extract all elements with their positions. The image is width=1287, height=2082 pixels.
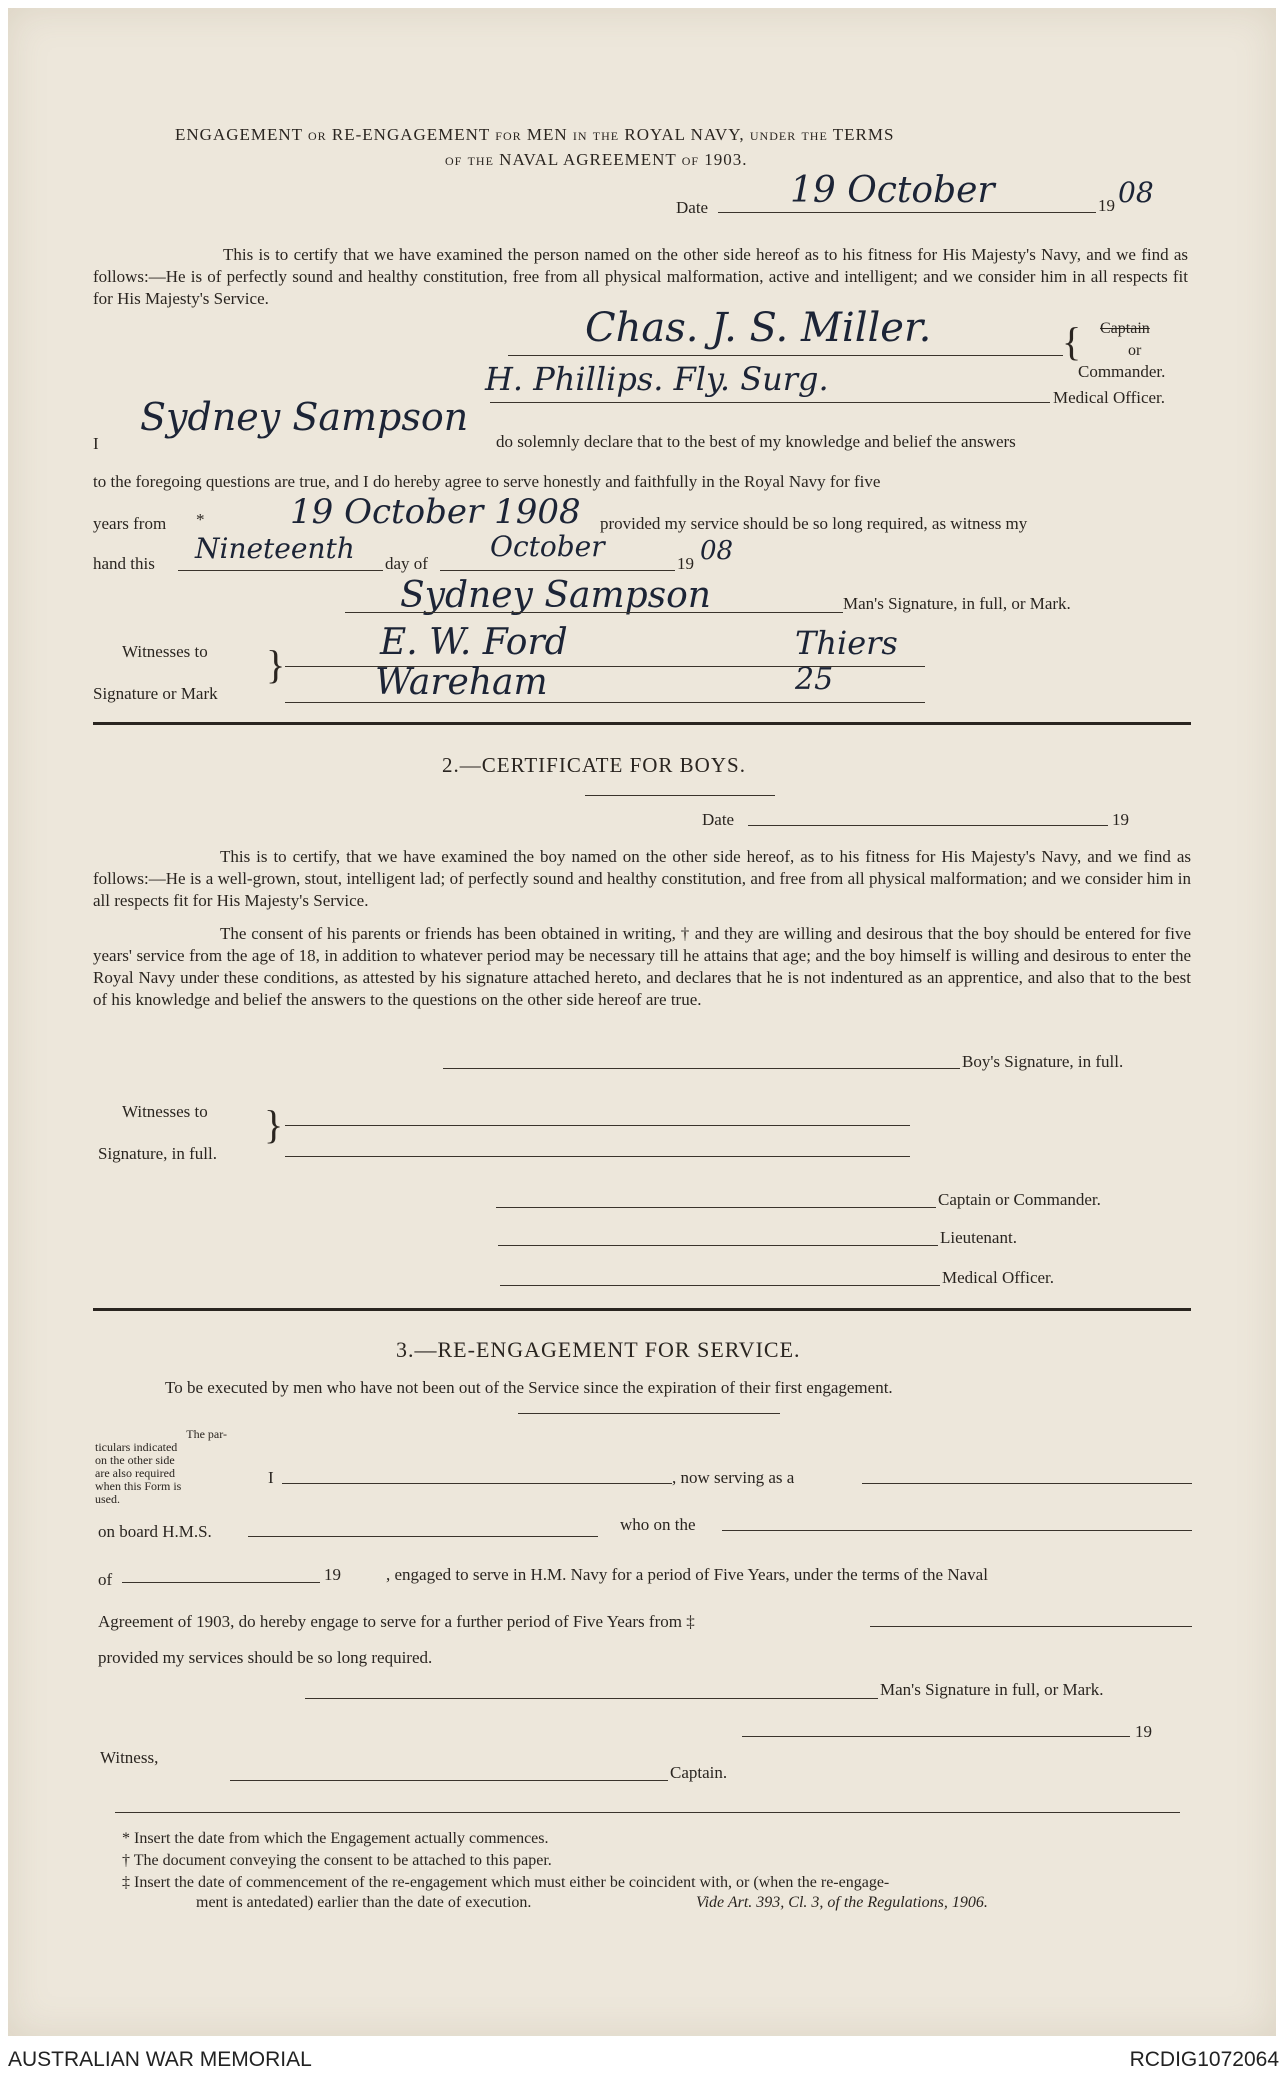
commander-label: Commander. (1078, 362, 1166, 381)
declarant-name-handwritten: Sydney Sampson (140, 395, 469, 439)
form-title-line1: ENGAGEMENT or RE-ENGAGEMENT for MEN in the ROYAL NAVY, under the TERMS (175, 125, 895, 144)
section3-agreement-text: Agreement of 1903, do hereby engage to serve for a further period of Five Years from ‡ (98, 1612, 695, 1631)
day-line (178, 570, 383, 571)
section2-date-label: Date (702, 810, 735, 829)
section3-of-label: of (98, 1570, 113, 1589)
date-line (718, 212, 1096, 213)
section2-captain-label: Captain or Commander. (938, 1190, 1101, 1209)
section2-year: 19 (1112, 810, 1129, 829)
section2-paragraph1: This is to certify, that we have examined the boy named on the other side hereof, as to his fitness for His Majesty's Navy, and we find as follows:—He is a well-grown, stout, intelligent lad; of perfectly sound and healthy constitution, and free from all physical malformation; and we consider him in all respects fit for His Majesty's Service. (93, 847, 1191, 910)
section3-side-note: The par- ticulars indicated on the other side are also required when this Form is used. (95, 1427, 227, 1506)
section3-name-line (282, 1483, 672, 1484)
section2-witnesses-label: Witnesses to (122, 1102, 208, 1121)
section3-year: 19 (324, 1565, 341, 1584)
section2-medical-label: Medical Officer. (942, 1268, 1055, 1287)
section3-witness-label: Witness, (100, 1748, 159, 1767)
section2-heading-rule (585, 795, 775, 796)
section2-witness1-line (285, 1125, 910, 1126)
certification-paragraph: This is to certify that we have examined the person named on the other side hereof as to his fitness for His Majesty's Navy, and we find as follows:—He is of perfectly sound and healthy constitution, free from all physical malformation, active and intelligent; and we consider him in all respects fit for His Majesty's Service. (93, 245, 1188, 308)
witness2-right-handwritten: 25 (795, 662, 834, 697)
boy-signature-line (443, 1068, 960, 1069)
footnote-star: * (196, 510, 205, 529)
section3-subtitle-rule (518, 1413, 780, 1414)
service-start-handwritten: 19 October 1908 (290, 492, 581, 532)
man-signature-handwritten: Sydney Sampson (400, 575, 711, 616)
section3-heading: 3.—RE-ENGAGEMENT FOR SERVICE. (396, 1337, 801, 1362)
section2-witness2-line (285, 1156, 910, 1157)
section3-captain-line (230, 1780, 668, 1781)
section3-from-line (870, 1626, 1192, 1627)
signature-or-mark-label: Signature or Mark (93, 684, 218, 703)
footnote-3b: ment is antedated) earlier than the date of execution. (196, 1894, 532, 1911)
section2-medical-line (500, 1285, 940, 1286)
footnote-3a: ‡ Insert the date of commencement of the re-engagement which must either be coincident with, or (when the re-engage- (122, 1874, 890, 1891)
section2-heading: 2.—CERTIFICATE FOR BOYS. (442, 753, 746, 777)
man-signature-label: Man's Signature, in full, or Mark. (843, 594, 1071, 613)
footnote-1: * Insert the date from which the Engagement actually commences. (122, 1830, 549, 1847)
boy-signature-label: Boy's Signature, in full. (962, 1052, 1124, 1071)
captain-label: Captain (1100, 320, 1150, 337)
day-of-label: day of (385, 554, 428, 573)
witness1-handwritten: E. W. Ford (380, 622, 568, 663)
man-signature-line (345, 612, 843, 613)
section3-man-signature-label: Man's Signature in full, or Mark. (880, 1680, 1104, 1699)
witness1-right-handwritten: Thiers (795, 624, 898, 662)
section3-man-signature-line (305, 1698, 878, 1699)
section3-ship-line (248, 1536, 598, 1537)
section3-rating-line (862, 1483, 1192, 1484)
section3-subtitle: To be executed by men who have not been out of the Service since the expiration of their first engagement. (165, 1378, 893, 1397)
section3-date2-line (742, 1736, 1130, 1737)
captain-signature: Chas. J. S. Miller. (585, 305, 932, 351)
declaration-line1: do solemnly declare that to the best of my knowledge and belief the answers (496, 432, 1016, 451)
section3-engaged-text: , engaged to serve in H.M. Navy for a period of Five Years, under the terms of the Naval (386, 1565, 988, 1584)
witness2-line (285, 702, 925, 703)
or-label: or (1128, 342, 1142, 359)
section3-date-line (722, 1530, 1192, 1531)
section3-year2: 19 (1135, 1722, 1152, 1741)
section2-signature-full-label: Signature, in full. (98, 1144, 217, 1163)
declarant-i-label: I (93, 434, 99, 453)
hand-this-label: hand this (93, 554, 155, 573)
section3-of-line (122, 1582, 320, 1583)
section-divider-2 (93, 1308, 1191, 1311)
section2-paragraph2: The consent of his parents or friends has been obtained in writing, † and they are willing and desirous that the boy should be entered for five years' service from the age of 18, in addition to whatever period may be necessary till he attains that age; and the boy himself is willing and desirous to enter the Royal Navy under these conditions, as attested by his signature attached hereto, and declares that he is not indentured as an apprentice, and also that to the best of his knowledge and belief the answers to the questions on the other side hereof are true. (93, 924, 1191, 1009)
section3-who-on-the: who on the (620, 1515, 696, 1534)
section3-provided-text: provided my services should be so long required. (98, 1648, 433, 1667)
witness-brace: } (266, 642, 286, 687)
section2-captain-line (496, 1207, 936, 1208)
date-year-prefix: 19 (1098, 196, 1115, 215)
section2-witness-brace: } (264, 1102, 284, 1147)
footnote-3c: Vide Art. 393, Cl. 3, of the Regulations, 1906. (696, 1894, 988, 1911)
section3-on-board-label: on board H.M.S. (98, 1522, 212, 1541)
section-divider-3 (115, 1812, 1180, 1813)
captain-brace: { (1062, 319, 1082, 364)
date-label: Date (676, 198, 709, 217)
date-year-handwritten: 08 (1118, 176, 1154, 209)
section3-i-label: I (268, 1468, 274, 1487)
section2-lieutenant-label: Lieutenant. (940, 1228, 1017, 1247)
witnesses-label: Witnesses to (122, 642, 208, 661)
form-title-line2: of the NAVAL AGREEMENT of 1903. (445, 150, 748, 169)
declaration-line2: to the foregoing questions are true, and I do hereby agree to serve honestly and faithfully in the Royal Navy for five (93, 472, 881, 491)
date-handwritten: 19 October (790, 170, 995, 211)
medical-officer-line (490, 402, 1050, 403)
provided-service-text: provided my service should be so long required, as witness my (600, 514, 1028, 533)
witness2-handwritten: Wareham (375, 662, 548, 703)
year-prefix-2: 19 (677, 554, 694, 573)
month-handwritten: October (490, 530, 605, 563)
section2-date-line (748, 825, 1108, 826)
section3-captain-label: Captain. (670, 1763, 728, 1782)
archive-footer-left: AUSTRALIAN WAR MEMORIAL (8, 2048, 312, 2071)
captain-line (508, 355, 1063, 356)
archive-footer-right: RCDIG1072064 (1129, 2048, 1279, 2071)
section2-lieutenant-line (498, 1245, 938, 1246)
day-handwritten: Nineteenth (195, 532, 355, 565)
month-line (440, 570, 675, 571)
years-from-label: years from (93, 514, 167, 533)
section3-now-serving: , now serving as a (672, 1468, 795, 1487)
section-divider-1 (93, 722, 1191, 725)
medical-officer-signature: H. Phillips. Fly. Surg. (485, 360, 829, 398)
medical-officer-label: Medical Officer. (1053, 388, 1166, 407)
year-handwritten-2: 08 (700, 536, 734, 566)
footnote-2: † The document conveying the consent to be attached to this paper. (122, 1852, 552, 1869)
